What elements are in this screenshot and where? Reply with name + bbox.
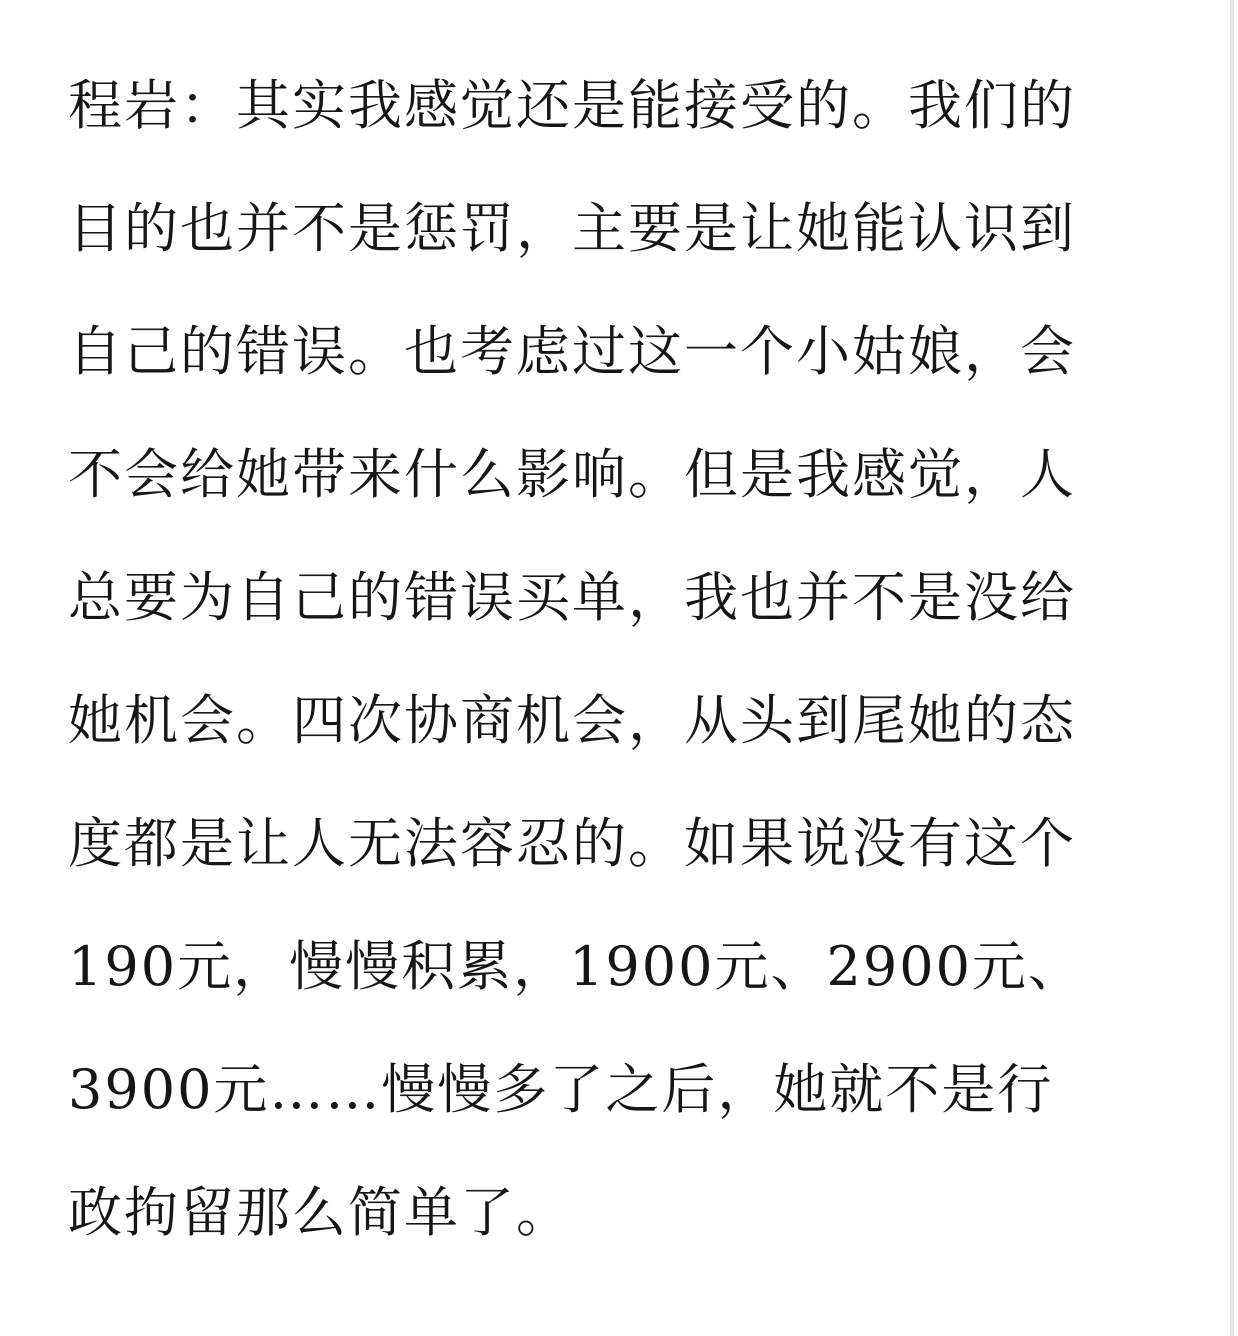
text-line-6: 她机会。四次协商机会，从头到尾她的态 [68, 689, 1076, 752]
text-line-9: 3900元……慢慢多了之后，她就不是行 [68, 1058, 1054, 1121]
text-line-8: 190元，慢慢积累，1900元、2900元、 [68, 935, 1084, 998]
text-line-7: 度都是让人无法容忍的。如果说没有这个 [68, 812, 1076, 875]
text-line-10: 政拘留那么简单了。 [68, 1181, 572, 1244]
text-line-1: 程岩：其实我感觉还是能接受的。我们的 [68, 74, 1076, 137]
text-line-4: 不会给她带来什么影响。但是我感觉，人 [68, 443, 1076, 506]
text-line-5: 总要为自己的错误买单，我也并不是没给 [68, 566, 1076, 629]
text-line-2: 目的也并不是惩罚，主要是让她能认识到 [68, 197, 1076, 260]
article-text [68, 74, 1178, 1304]
scrollbar[interactable] [1230, 0, 1234, 1336]
text-line-3: 自己的错误。也考虑过这一个小姑娘，会 [68, 320, 1076, 383]
